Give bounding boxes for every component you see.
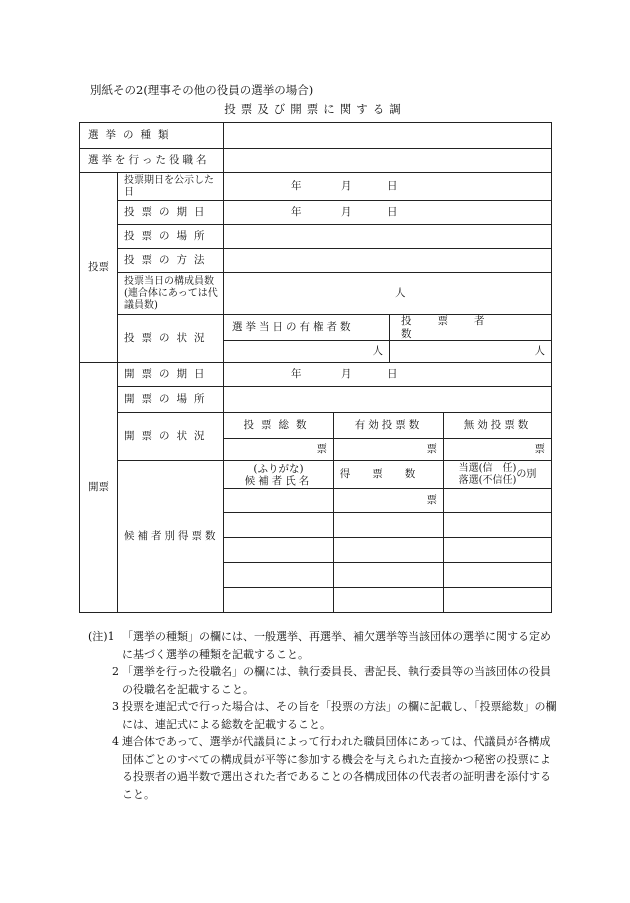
field-role[interactable] (224, 149, 552, 173)
field-election-type[interactable] (224, 123, 552, 149)
field-candidate-name[interactable] (224, 538, 334, 563)
note-number: 4 (112, 735, 119, 748)
document-title: 投票及び開票に関する調 (224, 102, 406, 116)
unit-ballot: 票 (316, 443, 327, 456)
header-candidate-name: 候補者氏名 (244, 474, 313, 487)
unit-year: 年 (291, 180, 302, 193)
unit-person: 人 (534, 345, 545, 358)
field-count-date[interactable] (224, 363, 552, 387)
field-vote-date[interactable] (224, 201, 552, 225)
field-candidate-result[interactable] (444, 538, 552, 563)
note-item (88, 733, 558, 803)
field-candidate-result[interactable] (444, 563, 552, 588)
header-defeated-distrust: 落選(不信任) (458, 474, 517, 486)
row-election-type (80, 123, 552, 149)
label-vote-method: 投票の方法 (118, 249, 224, 273)
unit-month: 月 (341, 180, 352, 193)
label-vote-announce: 投票期日を公示した日 (118, 173, 224, 201)
field-candidate-name[interactable] (224, 513, 334, 538)
note-text: 連合体であって、選挙が代議員によって行われた職員団体にあっては、代議員が各構成団体ごとのすべての構成員が平等に参加する機会を与えられた直接かつ秘密の投票による投票者の過半数で選出された者であることの各構成団体の代表者の証明書を添付すること。 (122, 735, 551, 801)
label-count-date: 開票の期日 (118, 363, 224, 387)
unit-ballot: 票 (534, 443, 545, 456)
field-vote-announce[interactable] (224, 173, 552, 201)
field-candidate-name[interactable] (224, 489, 334, 513)
field-candidate-votes[interactable] (334, 538, 444, 563)
section-vote: 投票 (80, 173, 118, 363)
field-candidate-result[interactable] (444, 588, 552, 613)
note-item (88, 663, 558, 698)
field-candidate-result[interactable] (444, 513, 552, 538)
unit-ballot: 票 (426, 494, 437, 507)
header-votes-received-text: 得票数 (339, 468, 438, 481)
field-candidate-votes[interactable] (334, 588, 444, 613)
unit-year: 年 (291, 206, 302, 219)
note-number: 2 (112, 665, 119, 678)
note-item (88, 628, 558, 663)
unit-year: 年 (291, 368, 302, 381)
header-elected-trust: 当選(信 任) (458, 462, 517, 474)
label-vote-status: 投票の状況 (118, 315, 224, 363)
field-candidate-name[interactable] (224, 563, 334, 588)
field-invalid-votes[interactable] (444, 439, 552, 461)
unit-person: 人 (395, 287, 406, 300)
unit-ballot: 票 (426, 443, 437, 456)
label-vote-members: 投票当日の構成員数(連合体にあっては代議員数) (118, 273, 224, 315)
label-election-type: 選挙の種類 (80, 123, 224, 149)
field-ballots[interactable] (390, 341, 552, 363)
section-count: 開票 (80, 363, 118, 613)
field-valid-votes[interactable] (334, 439, 444, 461)
field-candidate-votes[interactable] (334, 489, 444, 513)
field-vote-method[interactable] (224, 249, 552, 273)
note-number: 3 (112, 700, 119, 713)
unit-person: 人 (372, 345, 383, 358)
unit-month: 月 (341, 206, 352, 219)
unit-month: 月 (341, 368, 352, 381)
unit-day: 日 (387, 368, 398, 381)
header-ballots (390, 315, 552, 341)
header-ballots-text: 投票者数 (401, 315, 511, 340)
note-text: 「選挙を行った役職名」の欄には、執行委員長、書記長、執行委員等の当該団体の役員の役職名を記載すること。 (122, 665, 551, 696)
field-voters[interactable] (224, 341, 390, 363)
document-header: 別紙その2(理事その他の役員の選挙の場合) (90, 83, 314, 97)
notes (88, 628, 558, 803)
label-role: 選挙を行った役職名 (80, 149, 224, 173)
header-voters: 選挙当日の有権者数 (224, 315, 390, 341)
notes-prefix: (注) (88, 630, 108, 643)
note-text: 投票を連記式で行った場合は、その旨を「投票の方法」の欄に記載し、「投票総数」の欄には、連記式による総数を記載すること。 (122, 700, 557, 731)
header-furigana: (ふりがな) (253, 462, 304, 475)
header-candidate (224, 461, 334, 489)
header-valid-votes: 有効投票数 (334, 413, 444, 439)
field-candidate-result[interactable] (444, 489, 552, 513)
field-candidate-name[interactable] (224, 588, 334, 613)
note-text: 「選挙の種類」の欄には、一般選挙、再選挙、補欠選挙等当該団体の選挙に関する定めに基づく選挙の種類を記載すること。 (122, 630, 551, 661)
field-candidate-votes[interactable] (334, 563, 444, 588)
label-count-place: 開票の場所 (118, 387, 224, 413)
header-elected (444, 461, 552, 489)
row-role (80, 149, 552, 173)
unit-day: 日 (387, 180, 398, 193)
field-vote-members[interactable] (224, 273, 552, 315)
field-count-place[interactable] (224, 387, 552, 413)
note-item (88, 698, 558, 733)
label-vote-date: 投票の期日 (118, 201, 224, 225)
header-total-votes: 投票総数 (224, 413, 334, 439)
label-candidate-votes: 候補者別得票数 (118, 461, 224, 613)
header-distinction: の別 (516, 468, 537, 480)
field-candidate-votes[interactable] (334, 513, 444, 538)
header-invalid-votes: 無効投票数 (444, 413, 552, 439)
note-number: 1 (107, 630, 115, 643)
unit-day: 日 (387, 206, 398, 219)
header-votes-received (334, 461, 444, 489)
field-vote-place[interactable] (224, 225, 552, 249)
field-total-votes[interactable] (224, 439, 334, 461)
label-vote-place: 投票の場所 (118, 225, 224, 249)
ballot-count-form (79, 122, 552, 613)
label-count-status: 開票の状況 (118, 413, 224, 461)
